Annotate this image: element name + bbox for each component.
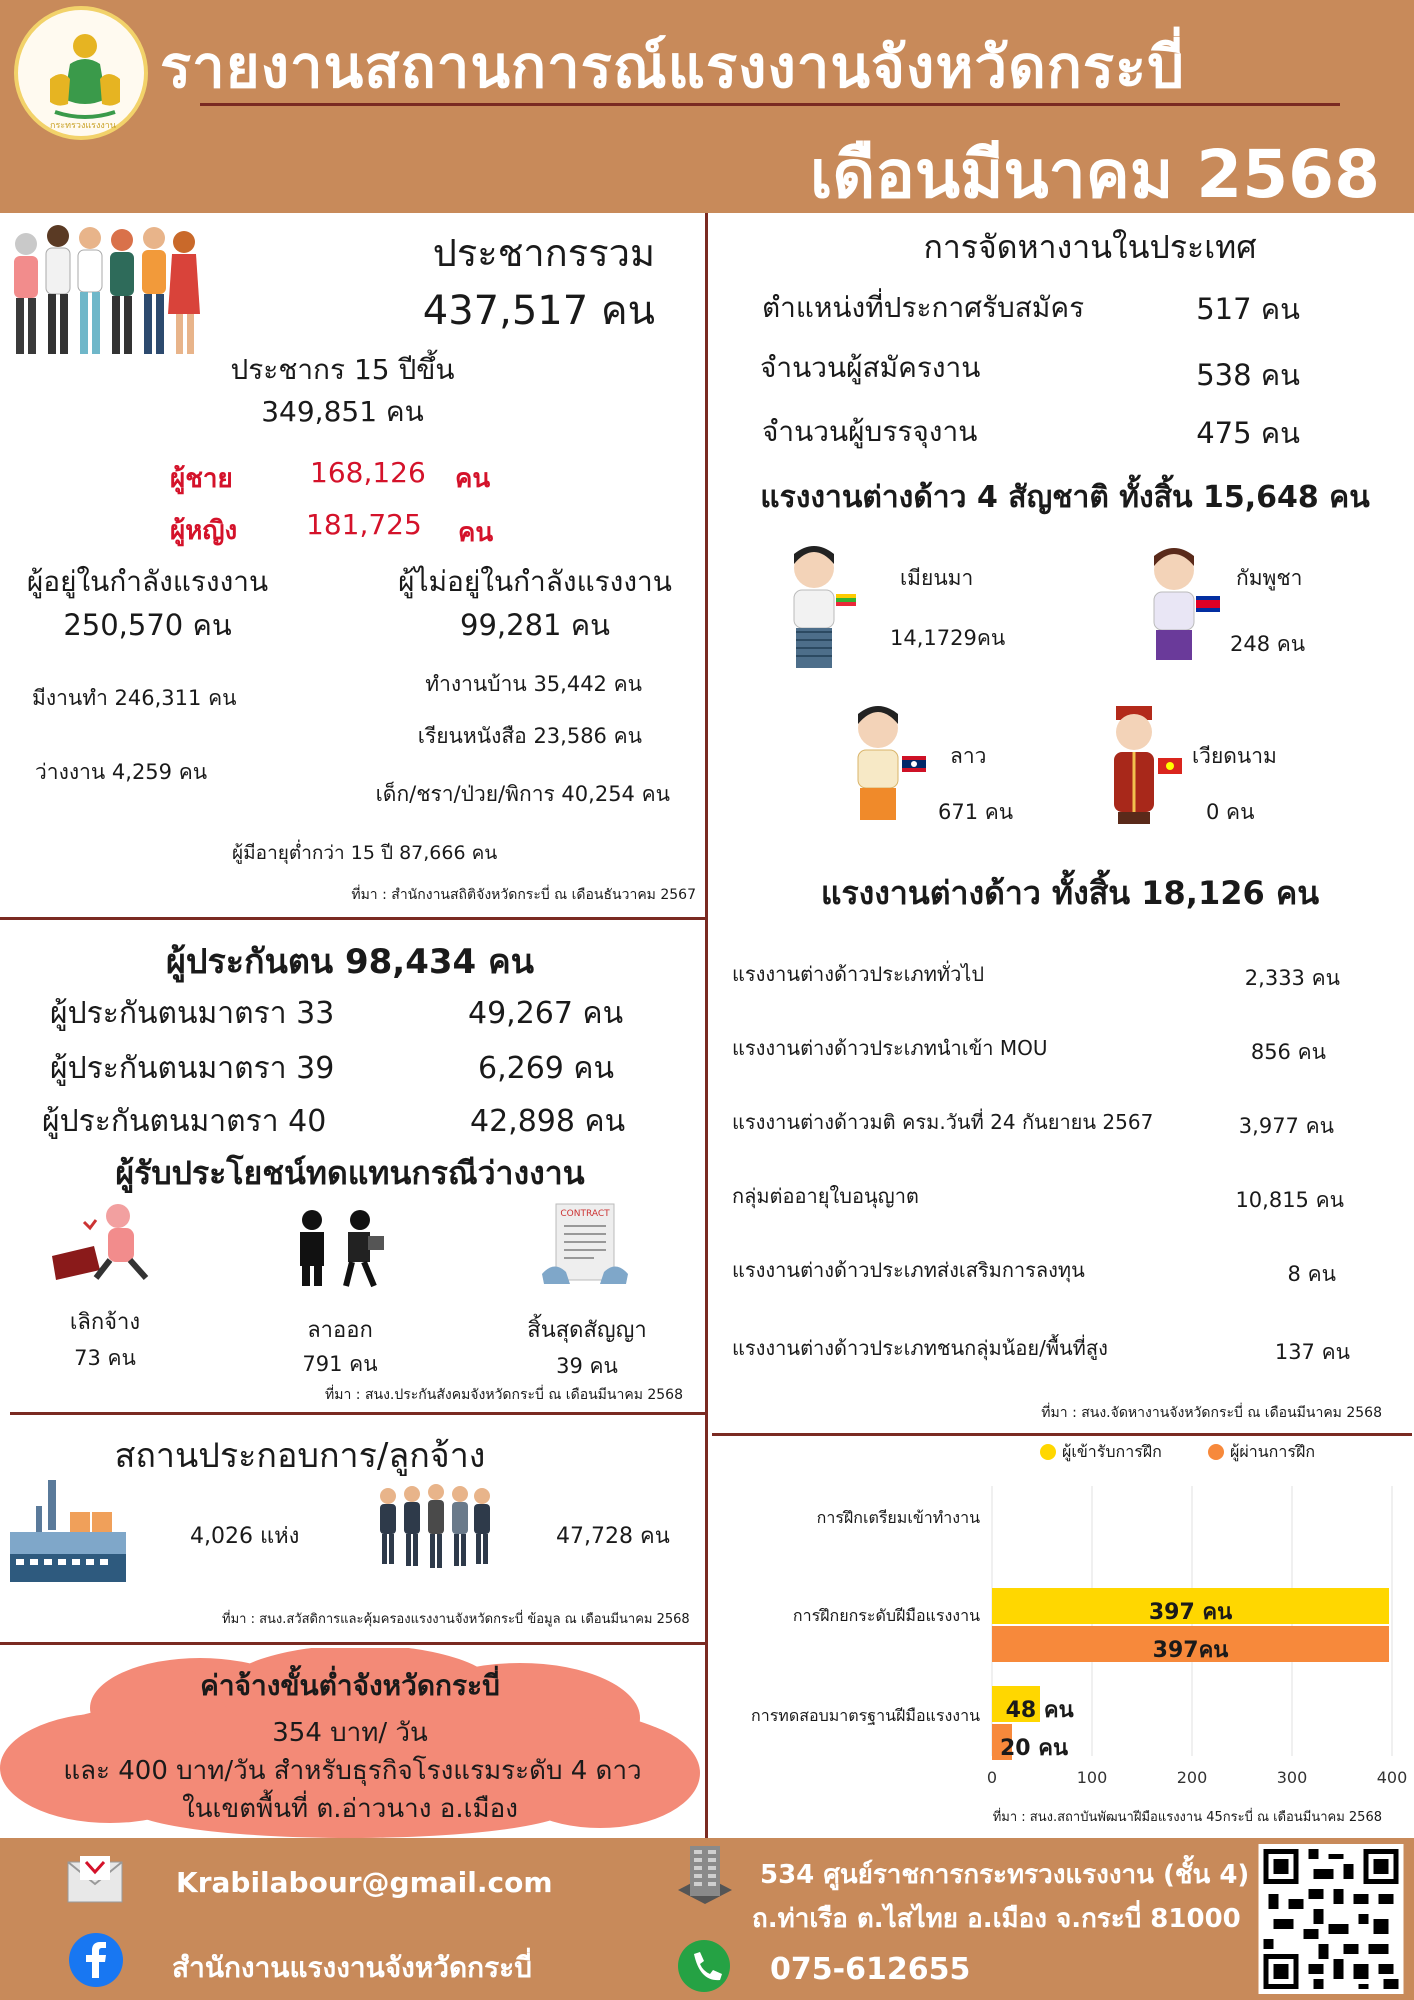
establishment-count: 4,026 แห่ง — [190, 1524, 300, 1549]
total-population-value: 437,517 คน — [422, 288, 655, 334]
workers-group-icon — [376, 1484, 494, 1570]
x-tick-label: 200 — [1176, 1768, 1208, 1787]
female-label: ผู้หญิง — [170, 516, 238, 546]
address-line2: ถ.ท่าเรือ ต.ไสไทย อ.เมือง จ.กระบี่ 81000 — [752, 1904, 1241, 1934]
foreign-row-label: กลุ่มต่ออายุใบอนุญาต — [732, 1184, 919, 1208]
email-icon — [66, 1852, 124, 1904]
insured-row-label: ผู้ประกันตนมาตรา 39 — [50, 1051, 335, 1086]
category-label: การฝึกเตรียมเข้าทำงาน — [816, 1508, 980, 1527]
job-row-label: จำนวนผู้บรรจุงาน — [762, 415, 978, 448]
job-row-label: จำนวนผู้สมัครงาน — [760, 351, 981, 384]
bar-data-label: 20 คน — [1000, 1736, 1069, 1761]
foreign-row-label: แรงงานต่างด้าวประเภทนำเข้า MOU — [732, 1036, 1048, 1060]
contract-icon-label: CONTRACT — [560, 1209, 610, 1219]
total-population-label: ประชากรรวม — [432, 231, 655, 275]
minimum-wage-area: ในเขตพื้นที่ ต.อ่าวนาง อ.เมือง — [182, 1794, 518, 1824]
under15-count: ผู้มีอายุต่ำกว่า 15 ปี 87,666 คน — [232, 842, 498, 864]
section-divider — [0, 1642, 705, 1645]
laid-off-value: 73 คน — [74, 1346, 136, 1370]
foreign-row-label: แรงงานต่างด้าวประเภทชนกลุ่มน้อย/พื้นที่สูง — [732, 1336, 1108, 1360]
factory-icon — [6, 1476, 134, 1586]
establishments-source: ที่มา : สนง.สวัสดิการและคุ้มครองแรงงานจังหวัดกระบี่ ข้อมูล ณ เดือนมีนาคม 2568 — [222, 1612, 690, 1627]
job-row-label: ตำแหน่งที่ประกาศรับสมัคร — [762, 291, 1085, 324]
foreign4-title: แรงงานต่างด้าว 4 สัญชาติ ทั้งสิ้น 15,648 คน — [760, 480, 1370, 515]
legend-label-participants: ผู้เข้ารับการฝึก — [1062, 1442, 1162, 1461]
foreign-source: ที่มา : สนง.จัดหางานจังหวัดกระบี่ ณ เดือนมีนาคม 2568 — [1041, 1405, 1382, 1421]
laid-off-icon — [48, 1200, 160, 1286]
deity-emblem-icon — [40, 24, 130, 124]
category-label: การฝึกยกระดับฝีมือแรงงาน — [792, 1606, 980, 1625]
myanmar-label: เมียนมา — [900, 566, 974, 590]
foreign-row-value: 137 คน — [1274, 1340, 1350, 1364]
benefit-source: ที่มา : สนง.ประกันสังคมจังหวัดกระบี่ ณ เดือนมีนาคม 2568 — [325, 1387, 683, 1403]
facebook-page[interactable]: สำนักงานแรงงานจังหวัดกระบี่ — [172, 1951, 532, 1984]
report-title: รายงานสถานการณ์แรงงานจังหวัดกระบี่ — [160, 33, 1186, 101]
labour-force-value: 250,570 คน — [63, 608, 232, 642]
age15-value: 349,851 คน — [261, 395, 424, 428]
x-tick-label: 400 — [1376, 1768, 1408, 1787]
contract-icon — [540, 1200, 630, 1288]
x-tick-label: 100 — [1076, 1768, 1108, 1787]
non-labour-force-value: 99,281 คน — [460, 608, 610, 642]
job-row-value: 475 คน — [1196, 416, 1300, 450]
myanmar-person-icon — [780, 540, 858, 670]
job-row-value: 517 คน — [1196, 292, 1300, 326]
vietnam-label: เวียดนาม — [1192, 744, 1277, 768]
x-tick-label: 0 — [986, 1768, 998, 1787]
foreign-row-label: แรงงานต่างด้าวมติ ครม.วันที่ 24 กันยายน 2567 — [732, 1110, 1154, 1134]
report-month: เดือนมีนาคม 2568 — [809, 136, 1380, 213]
non-labour-force-label: ผู้ไม่อยู่ในกำลังแรงงาน — [398, 565, 672, 598]
contract-end-label: สิ้นสุดสัญญา — [527, 1318, 647, 1343]
logo-caption: กระทรวงแรงงาน — [50, 121, 116, 131]
facebook-icon — [68, 1932, 124, 1988]
legend-marker-passed — [1208, 1444, 1224, 1460]
others-count: เด็ก/ชรา/ป่วย/พิการ 40,254 คน — [375, 782, 670, 806]
laid-off-label: เลิกจ้าง — [69, 1310, 141, 1335]
resign-label: ลาออก — [307, 1318, 373, 1343]
female-unit: คน — [458, 518, 494, 548]
ministry-logo — [14, 6, 148, 140]
foreign-total-title: แรงงานต่างด้าว ทั้งสิ้น 18,126 คน — [820, 874, 1320, 912]
cambodia-value: 248 คน — [1230, 632, 1306, 656]
insured-title: ผู้ประกันตน 98,434 คน — [165, 942, 535, 982]
insured-row-label: ผู้ประกันตนมาตรา 40 — [42, 1104, 327, 1139]
training-source: ที่มา : สนง.สถาบันพัฒนาฝีมือแรงงาน 45กระบี่ ณ เดือนมีนาคม 2568 — [992, 1810, 1382, 1825]
cambodia-label: กัมพูชา — [1236, 566, 1303, 590]
unemployed-count: ว่างงาน 4,259 คน — [35, 760, 208, 784]
laos-person-icon — [842, 700, 932, 830]
laos-label: ลาว — [950, 744, 987, 768]
vietnam-person-icon — [1098, 700, 1188, 830]
bar-data-label: 397 คน — [1148, 1600, 1233, 1625]
population-source: ที่มา : สำนักงานสถิติจังหวัดกระบี่ ณ เดือนธันวาคม 2567 — [351, 887, 696, 903]
male-label: ผู้ชาย — [170, 464, 233, 494]
qr-code-icon[interactable] — [1258, 1844, 1404, 1994]
insured-row-value: 42,898 คน — [470, 1104, 626, 1139]
legend-marker-participants — [1040, 1444, 1056, 1460]
myanmar-value: 14,1729คน — [890, 626, 1006, 650]
insured-row-value: 49,267 คน — [468, 996, 624, 1031]
minimum-wage-hotel-rate: และ 400 บาท/วัน สำหรับธุรกิจโรงแรมระดับ 4 ดาว — [63, 1756, 642, 1786]
job-row-value: 538 คน — [1196, 358, 1300, 392]
vietnam-value: 0 คน — [1206, 800, 1255, 824]
resign-icon — [290, 1206, 386, 1288]
section-divider — [0, 917, 705, 920]
laos-value: 671 คน — [938, 800, 1014, 824]
labour-force-label: ผู้อยู่ในกำลังแรงงาน — [26, 565, 269, 598]
foreign-row-value: 2,333 คน — [1244, 966, 1340, 990]
chart-plot-area — [751, 1486, 1408, 1791]
category-label: การทดสอบมาตรฐานฝีมือแรงงาน — [751, 1706, 980, 1725]
address-line1: 534 ศูนย์ราชการกระทรวงแรงงาน (ชั้น 4) — [760, 1860, 1250, 1890]
column-divider — [705, 213, 708, 1838]
people-group-icon — [6, 222, 202, 362]
male-unit: คน — [455, 464, 491, 494]
job-placement-title: การจัดหางานในประเทศ — [923, 228, 1257, 266]
resign-value: 791 คน — [302, 1352, 378, 1376]
female-value: 181,725 — [306, 508, 422, 541]
employee-count: 47,728 คน — [556, 1524, 670, 1549]
bar-data-label: 48 คน — [1005, 1698, 1074, 1723]
section-divider — [10, 1412, 705, 1415]
establishments-title: สถานประกอบการ/ลูกจ้าง — [114, 1436, 486, 1476]
insured-row-label: ผู้ประกันตนมาตรา 33 — [50, 996, 335, 1031]
cambodia-person-icon — [1138, 540, 1224, 670]
legend-label-passed: ผู้ผ่านการฝึก — [1230, 1442, 1315, 1461]
foreign-row-label: แรงงานต่างด้าวประเภทส่งเสริมการลงทุน — [732, 1258, 1085, 1282]
title-divider — [200, 103, 1340, 106]
foreign-row-label: แรงงานต่างด้าวประเภททั่วไป — [732, 962, 985, 986]
studying-count: เรียนหนังสือ 23,586 คน — [417, 724, 642, 748]
foreign-row-value: 3,977 คน — [1238, 1114, 1334, 1138]
insured-row-value: 6,269 คน — [478, 1051, 614, 1086]
email-address[interactable]: Krabilabour@gmail.com — [176, 1866, 553, 1899]
minimum-wage-rate: 354 บาท/ วัน — [272, 1718, 428, 1748]
housework-count: ทำงานบ้าน 35,442 คน — [425, 672, 642, 696]
male-value: 168,126 — [310, 456, 426, 489]
phone-icon — [676, 1938, 732, 1994]
contract-end-value: 39 คน — [556, 1354, 618, 1378]
bar-data-label: 397คน — [1152, 1638, 1229, 1663]
training-chart — [710, 1436, 1414, 1836]
phone-number[interactable]: 075-612655 — [770, 1952, 971, 1987]
foreign-row-value: 10,815 คน — [1235, 1188, 1344, 1212]
age15-label: ประชากร 15 ปีขึ้น — [230, 353, 455, 386]
office-building-icon — [672, 1842, 738, 1908]
minimum-wage-title: ค่าจ้างขั้นต่ำจังหวัดกระบี่ — [200, 1669, 500, 1702]
benefit-title: ผู้รับประโยชน์ทดแทนกรณีว่างงาน — [115, 1154, 585, 1192]
foreign-row-value: 8 คน — [1287, 1262, 1336, 1286]
foreign-row-value: 856 คน — [1250, 1040, 1326, 1064]
employed-count: มีงานทำ 246,311 คน — [32, 686, 237, 710]
x-tick-label: 300 — [1276, 1768, 1308, 1787]
